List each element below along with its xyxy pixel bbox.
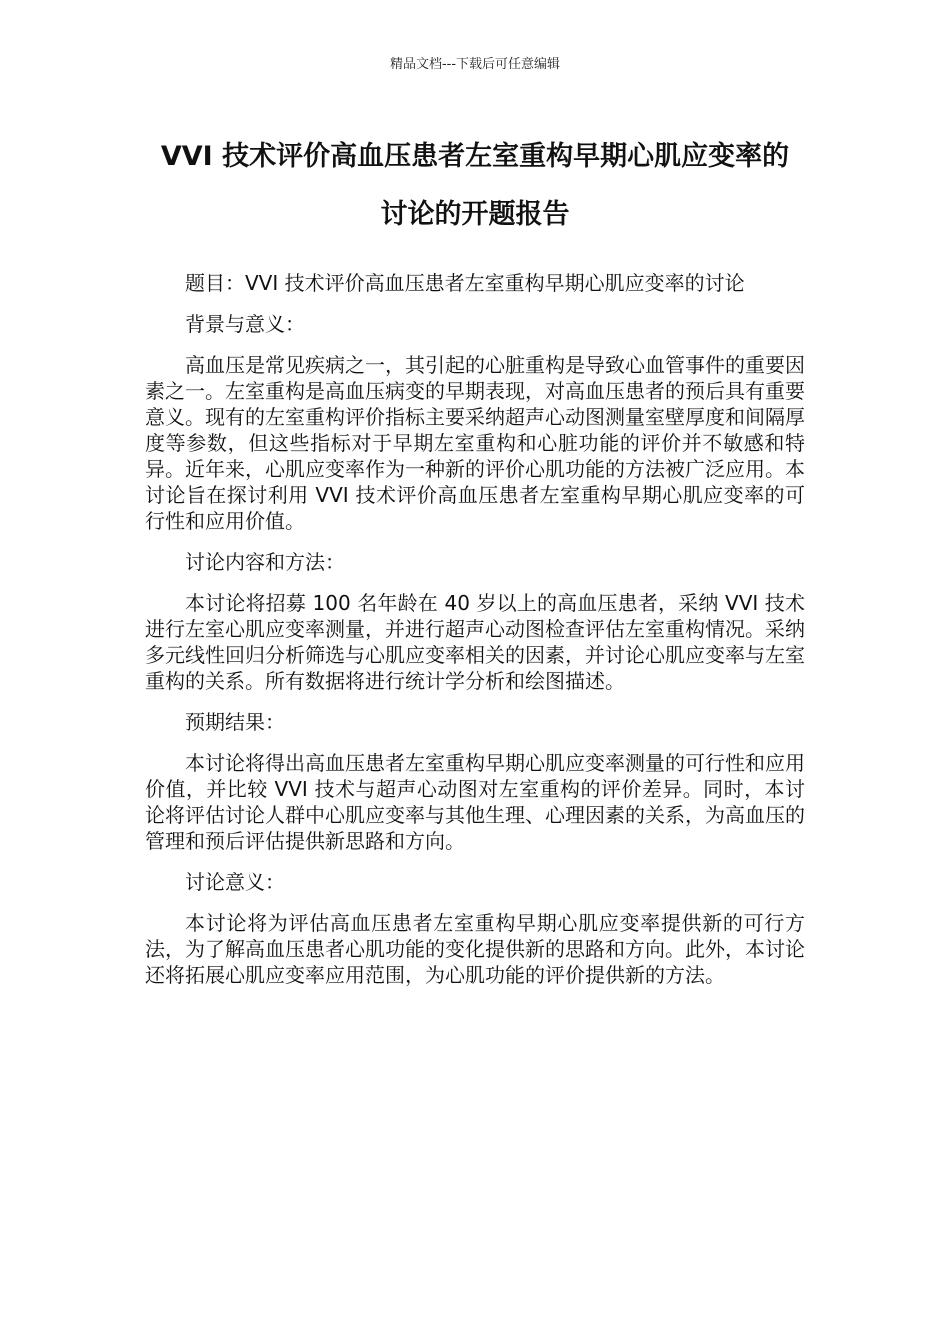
background-paragraph: 高血压是常见疾病之一，其引起的心脏重构是导致心血管事件的重要因素之一。左室重构是高血压病变的早期表现，对高血压患者的预后具有重要意义。现有的左室重构评价指标主要采纳超声心动图测量室壁厚度和间隔厚度等参数，但这些指标对于早期左室重构和心脏功能的评价并不敏感和特异。近年来，心肌应变率作为一种新的评价心肌功能的方法被广泛应用。本讨论旨在探讨利用 VVI 技术评价高血压患者左室重构早期心肌应变率的可行性和应用价值。 [145, 353, 805, 533]
methods-heading: 讨论内容和方法： [185, 550, 345, 574]
results-paragraph: 本讨论将得出高血压患者左室重构早期心肌应变率测量的可行性和应用价值，并比较 VVI 技术与超声心动图对左室重构的评价差异。同时，本讨论将评估讨论人群中心肌应变率与其他生理、心理因素的关系，为高血压的管理和预后评估提供新思路和方向。 [145, 751, 805, 853]
results-heading: 预期结果： [185, 710, 285, 734]
title-line-1: VVI 技术评价高血压患者左室重构早期心肌应变率的 [160, 141, 790, 172]
page-header: 精品文档---下载后可任意编辑 [389, 57, 561, 72]
document-body [145, 270, 805, 988]
title-line-2: 讨论的开题报告 [380, 199, 570, 230]
significance-heading: 讨论意义： [185, 870, 285, 894]
topic-line: 题目：VVI 技术评价高血压患者左室重构早期心肌应变率的讨论 [185, 271, 745, 295]
significance-paragraph: 本讨论将为评估高血压患者左室重构早期心肌应变率提供新的可行方法，为了解高血压患者心肌功能的变化提供新的思路和方向。此外，本讨论还将拓展心肌应变率应用范围，为心肌功能的评价提供新的方法。 [145, 911, 805, 987]
background-heading: 背景与意义： [185, 312, 305, 336]
methods-paragraph: 本讨论将招募 100 名年龄在 40 岁以上的高血压患者，采纳 VVI 技术进行左室心肌应变率测量，并进行超声心动图检查评估左室重构情况。采纳多元线性回归分析筛选与心肌应变率相关的因素，并讨论心肌应变率与左室重构的关系。所有数据将进行统计学分析和绘图描述。 [145, 591, 805, 693]
document-title [120, 128, 830, 244]
